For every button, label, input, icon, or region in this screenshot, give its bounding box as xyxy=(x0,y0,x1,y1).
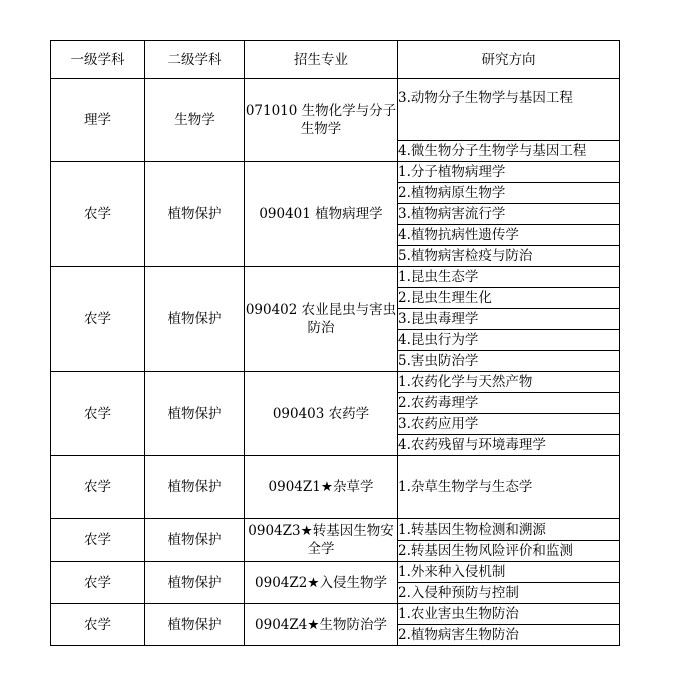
table-row xyxy=(51,267,620,288)
level2-cell: 植物保护 xyxy=(145,162,245,267)
level1-cell: 农学 xyxy=(51,267,145,372)
direction-cell: 4.农药残留与环境毒理学 xyxy=(398,435,620,456)
direction-cell: 2.植物病原生物学 xyxy=(398,183,620,204)
major-cell: 071010 生物化学与分子生物学 xyxy=(245,79,398,162)
direction-cell: 2.转基因生物风险评价和监测 xyxy=(398,541,620,562)
direction-cell: 4.微生物分子生物学与基因工程 xyxy=(398,141,620,162)
direction-cell: 1.农药化学与天然产物 xyxy=(398,372,620,393)
header-major: 招生专业 xyxy=(245,41,398,79)
direction-cell: 1.杂草生物学与生态学 xyxy=(398,456,620,519)
major-cell: 090403 农药学 xyxy=(245,372,398,456)
table-row xyxy=(51,562,620,583)
table-row xyxy=(51,79,620,141)
major-cell: 0904Z2★入侵生物学 xyxy=(245,562,398,604)
direction-cell: 1.分子植物病理学 xyxy=(398,162,620,183)
level1-cell: 农学 xyxy=(51,456,145,519)
level1-cell: 农学 xyxy=(51,562,145,604)
direction-cell: 1.转基因生物检测和溯源 xyxy=(398,519,620,541)
level2-cell: 植物保护 xyxy=(145,267,245,372)
direction-cell: 5.植物病害检疫与防治 xyxy=(398,246,620,267)
level1-cell: 农学 xyxy=(51,372,145,456)
level2-cell: 植物保护 xyxy=(145,372,245,456)
table-row xyxy=(51,372,620,393)
level1-cell: 农学 xyxy=(51,162,145,267)
level2-cell: 植物保护 xyxy=(145,604,245,646)
table-row xyxy=(51,519,620,541)
direction-cell: 5.害虫防治学 xyxy=(398,351,620,372)
table-row xyxy=(51,604,620,625)
header-direction: 研究方向 xyxy=(398,41,620,79)
direction-cell: 2.植物病害生物防治 xyxy=(398,625,620,646)
direction-cell: 3.植物病害流行学 xyxy=(398,204,620,225)
major-cell: 0904Z1★杂草学 xyxy=(245,456,398,519)
direction-cell: 3.昆虫毒理学 xyxy=(398,309,620,330)
direction-cell: 3.农药应用学 xyxy=(398,414,620,435)
level2-cell: 生物学 xyxy=(145,79,245,162)
direction-cell: 2.入侵种预防与控制 xyxy=(398,583,620,604)
direction-cell: 1.农业害虫生物防治 xyxy=(398,604,620,625)
level2-cell: 植物保护 xyxy=(145,456,245,519)
level2-cell: 植物保护 xyxy=(145,562,245,604)
direction-cell: 1.外来种入侵机制 xyxy=(398,562,620,583)
level1-cell: 农学 xyxy=(51,604,145,646)
header-level1: 一级学科 xyxy=(51,41,145,79)
direction-cell: 4.昆虫行为学 xyxy=(398,330,620,351)
direction-cell: 2.农药毒理学 xyxy=(398,393,620,414)
major-cell: 0904Z3★转基因生物安全学 xyxy=(245,519,398,562)
major-cell: 090402 农业昆虫与害虫防治 xyxy=(245,267,398,372)
level1-cell: 农学 xyxy=(51,519,145,562)
direction-cell: 3.动物分子生物学与基因工程 xyxy=(398,79,620,141)
header-level2: 二级学科 xyxy=(145,41,245,79)
direction-cell: 2.昆虫生理生化 xyxy=(398,288,620,309)
major-cell: 090401 植物病理学 xyxy=(245,162,398,267)
direction-cell: 1.昆虫生态学 xyxy=(398,267,620,288)
header-row xyxy=(51,41,620,79)
major-cell: 0904Z4★生物防治学 xyxy=(245,604,398,646)
direction-cell: 4.植物抗病性遗传学 xyxy=(398,225,620,246)
table-row xyxy=(51,162,620,183)
table-row xyxy=(51,456,620,519)
level2-cell: 植物保护 xyxy=(145,519,245,562)
discipline-table xyxy=(50,40,620,646)
level1-cell: 理学 xyxy=(51,79,145,162)
